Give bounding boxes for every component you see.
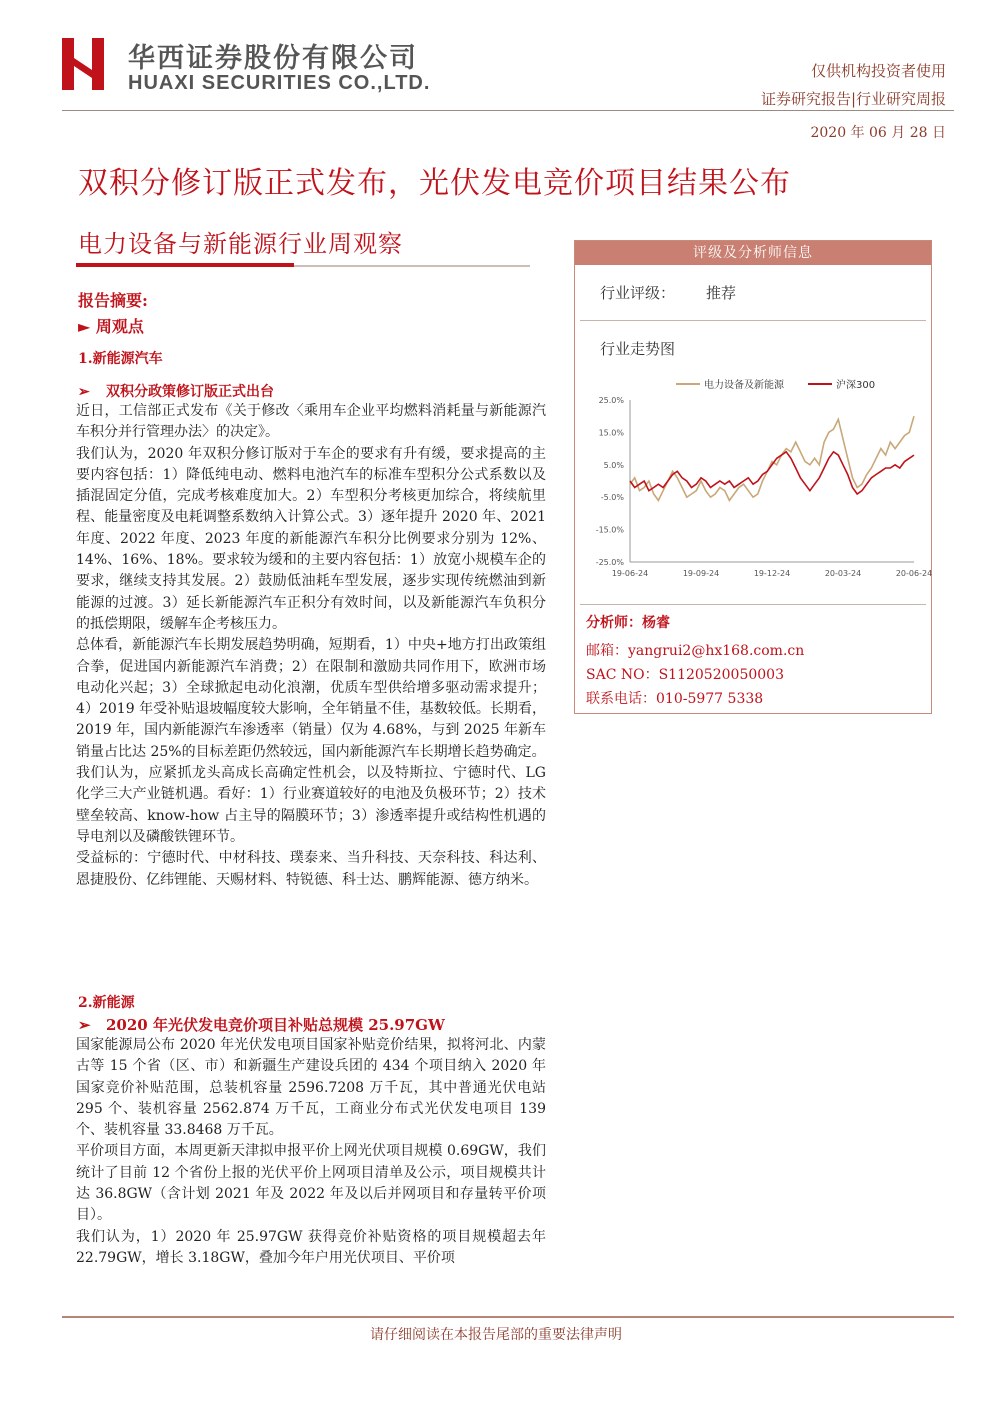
subsection-heading-pv-bidding — [78, 1014, 445, 1035]
paragraph: 我们认为，1）2020 年 25.97GW 获得竞价补贴资格的项目规模超去年 22.79GW，增长 3.18GW，叠加今年户用光伏项目、平价项 — [76, 1228, 546, 1266]
company-name-en: HUAXI SECURITIES CO.,LTD. — [128, 72, 431, 94]
series-line — [630, 416, 914, 500]
y-tick-label: -25.0% — [595, 558, 624, 567]
section-heading-ev: 1.新能源汽车 — [78, 351, 163, 367]
x-tick-label: 19-12-24 — [753, 569, 791, 578]
x-tick-label: 20-06-24 — [895, 569, 933, 578]
x-tick-label: 19-06-24 — [611, 569, 649, 578]
report-date: 2020 年 06 月 28 日 — [810, 125, 946, 141]
paragraph: 我们认为，2020 年双积分修订版对于车企的要求有升有缓，要求提高的主要内容包括：1）降低纯电动、燃料电池汽车的标准车型积分公式系数以及插混固定分值，完成考核难度加大。2）车型积分考核更加综合，将续航里程、能量密度及电耗调整系数纳入计算公式。3）逐年提升 2020 年、2021 年度、2022 年度、2023 年度的新能源汽车积分比例要求分别为 12%、14%、16%、18%。要求较为缓和的主要内容包括：1）放宽小规模车企的要求，继续支持其发展。2）鼓励低油耗车型发展，逐步实现传统燃油到新能源的过渡。3）延长新能源汽车正积分有效时间，以及新能源汽车负积分的抵偿期限，缓解车企考核压力。 — [76, 445, 546, 632]
y-tick-label: 15.0% — [598, 428, 624, 438]
footer-divider — [62, 1316, 954, 1318]
arrow-bullet-icon: ➢ — [78, 384, 90, 400]
rating-label: 行业评级： — [600, 284, 676, 302]
paragraph: 受益标的：宁德时代、中材科技、璞泰来、当升科技、天奈科技、科达利、恩捷股份、亿纬锂能、天赐材料、特锐德、科士达、鹏辉能源、德方纳米。 — [76, 850, 546, 888]
viewpoint-heading: ► 周观点 — [78, 317, 144, 336]
y-tick-label: -15.0% — [595, 525, 624, 535]
section2-body — [76, 1035, 546, 1269]
legend-label: 电力设备及新能源 — [704, 380, 784, 391]
panel-divider-2 — [580, 604, 926, 605]
paragraph: 国家能源局公布 2020 年光伏发电项目国家补贴竞价结果，拟将河北、内蒙古等 15 个省（区、市）和新疆生产建设兵团的 434 个项目纳入 2020 年国家竞价补贴范围，总装机容量 2596.7208 万千瓦，其中普通光伏电站 295 个、装机容量 2562.874 万千瓦，工商业分布式光伏发电项目 139 个、装机容量 33.8468 万千瓦。 — [76, 1037, 546, 1139]
huaxi-logo-icon — [62, 38, 104, 90]
company-logo — [62, 38, 104, 90]
analyst-email[interactable]: 邮箱：yangrui2@hx168.com.cn — [586, 643, 805, 659]
rating-value: 推荐 — [706, 284, 737, 302]
company-name-cn: 华西证券股份有限公司 — [128, 43, 418, 74]
report-type: 证券研究报告|行业研究周报 — [760, 90, 946, 108]
x-tick-label: 20-03-24 — [824, 569, 862, 578]
section-heading-renewables: 2.新能源 — [78, 995, 135, 1011]
trend-chart — [584, 372, 933, 588]
subtitle-underline-accent — [76, 263, 294, 267]
paragraph: 平价项目方面，本周更新天津拟申报平价上网光伏项目规模 0.69GW，我们统计了目前 12 个省份上报的光伏平价上网项目清单及公示，项目规模共计达 36.8GW（含计划 2021 年及 2022 年及以后并网项目和存量转平价项目）。 — [76, 1143, 546, 1224]
legend-label: 沪深300 — [836, 380, 876, 391]
y-tick-label: -5.0% — [600, 493, 624, 503]
paragraph: 近日，工信部正式发布《关于修改〈乘用车企业平均燃料消耗量与新能源汽车积分并行管理办法〉的决定》。 — [76, 403, 546, 441]
trend-chart-label: 行业走势图 — [600, 340, 676, 358]
panel-header: 评级及分析师信息 — [575, 241, 931, 265]
analyst-phone: 联系电话：010-5977 5338 — [586, 691, 764, 707]
header-divider — [62, 110, 954, 111]
subtitle-underline — [294, 265, 530, 267]
y-tick-label: 5.0% — [603, 460, 624, 470]
paragraph: 总体看，新能源汽车长期发展趋势明确，短期看，1）中央+地方打出政策组合拳，促进国内新能源汽车消费；2）在限制和激励共同作用下，欧洲市场电动化兴起；3）全球掀起电动化浪潮，优质车型供给增多驱动需求提升；4）2019 年受补贴退坡幅度较大影响，全年销量不佳，基数较低。长期看，2019 年，国内新能源汽车渗透率（销量）仅为 4.68%，与到 2025 年新车销量占比达 25%的目标差距仍然较远，国内新能源汽车长期增长趋势确定。 — [76, 637, 546, 760]
report-subtitle: 电力设备与新能源行业周观察 — [78, 230, 403, 258]
abstract-heading: 报告摘要: — [78, 291, 148, 310]
analyst-name: 分析师：杨睿 — [586, 615, 670, 631]
x-tick-label: 19-09-24 — [682, 569, 720, 578]
report-title: 双积分修订版正式发布，光伏发电竞价项目结果公布 — [78, 166, 791, 201]
section1-body — [76, 401, 546, 891]
arrow-bullet-icon: ➢ — [78, 1016, 91, 1034]
panel-divider — [580, 320, 926, 321]
audience-note: 仅供机构投资者使用 — [810, 62, 946, 80]
y-tick-label: 25.0% — [598, 396, 624, 405]
subsection-heading-dual-credit — [78, 381, 274, 401]
subsection-label: 双积分政策修订版正式出台 — [106, 384, 274, 400]
paragraph: 我们认为，应紧抓龙头高成长高确定性机会，以及特斯拉、宁德时代、LG 化学三大产业链机遇。看好：1）行业赛道较好的电池及负极环节；2）技术壁垒较高、know-how 占主导的隔膜环节；3）渗透率提升或结构性机遇的导电剂以及磷酸铁锂环节。 — [76, 765, 546, 845]
subsection-label: 2020 年光伏发电竞价项目补贴总规模 25.97GW — [106, 1016, 445, 1034]
legal-disclaimer-note: 请仔细阅读在本报告尾部的重要法律声明 — [370, 1327, 622, 1343]
analyst-sac-no: SAC NO：S1120520050003 — [586, 667, 784, 683]
